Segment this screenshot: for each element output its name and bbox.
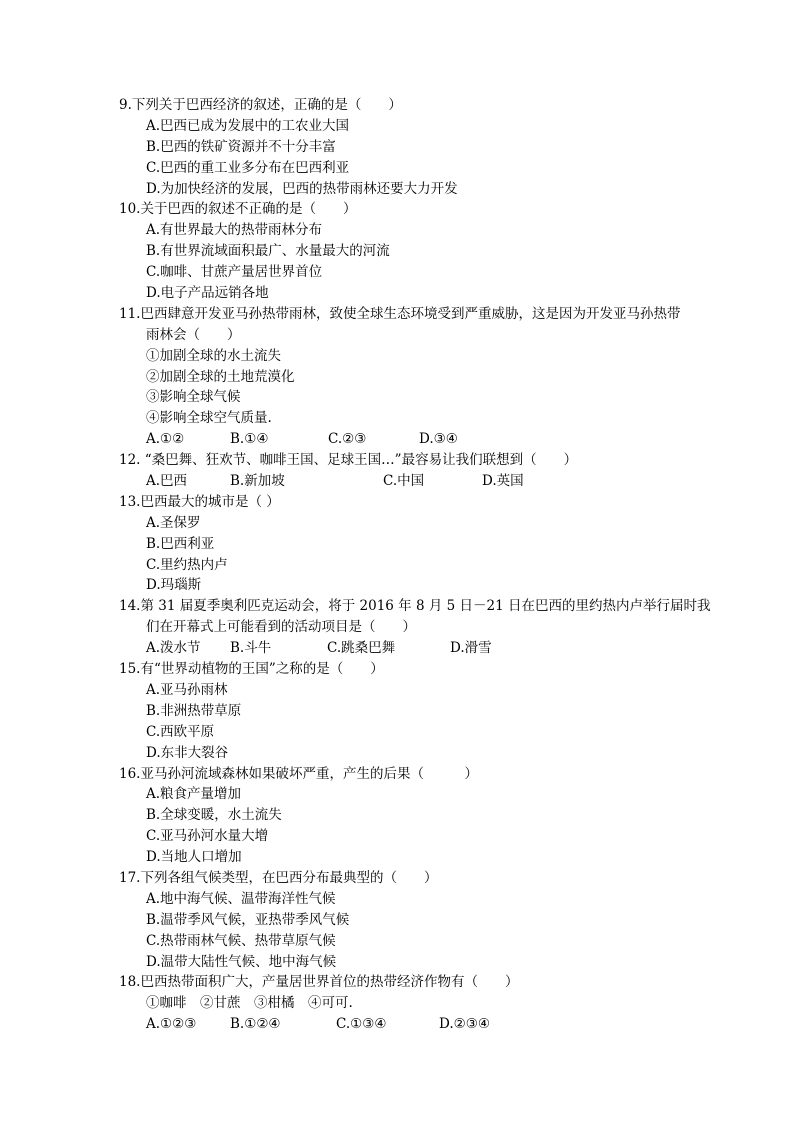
question-15-option-c: C.西欧平原 bbox=[146, 723, 215, 740]
question-18-statements-row bbox=[119, 993, 794, 1014]
question-13-option-d: D.玛瑙斯 bbox=[146, 577, 202, 594]
question-18-stem: 18.巴西热带面积广大，产量居世界首位的热带经济作物有（ ） bbox=[119, 974, 519, 991]
question-11-option-b: B.①④ bbox=[230, 431, 269, 448]
question-9-option-c: C.巴西的重工业多分布在巴西利亚 bbox=[146, 159, 350, 176]
question-16-option-b: B.全球变暖，水土流失 bbox=[146, 807, 282, 824]
question-9-option-a: A.巴西已成为发展中的工农业大国 bbox=[146, 117, 350, 134]
question-14-option-b: B.斗牛 bbox=[230, 640, 272, 657]
question-18-statement-4: ④可可. bbox=[308, 995, 353, 1012]
question-11-option-a: A.①② bbox=[146, 431, 185, 448]
question-10-stem: 10.关于巴西的叙述不正确的是（ ） bbox=[119, 201, 357, 218]
question-11-statement-4: ④影响全球空气质量. bbox=[146, 410, 272, 427]
question-10-option-d: D.电子产品远销各地 bbox=[146, 285, 269, 302]
question-18-statement-3: ③柑橘 bbox=[254, 995, 295, 1012]
question-12-stem: 12. “桑巴舞、狂欢节、咖啡王国、足球王国…”最容易让我们联想到（ ） bbox=[119, 452, 578, 469]
question-11-statement-2: ②加剧全球的土地荒漠化 bbox=[146, 368, 295, 385]
question-14-stem: 14.第 31 届夏季奥利匹克运动会，将于 2016 年 8 月 5 日－21 日在巴西的里约热内卢举行届时我 bbox=[119, 598, 711, 615]
question-12-option-a: A.巴西 bbox=[146, 473, 188, 490]
question-17-option-b: B.温带季风气候，亚热带季风气候 bbox=[146, 911, 350, 928]
question-18-option-c: C.①③④ bbox=[336, 1016, 387, 1033]
question-12-option-d: D.英国 bbox=[482, 473, 524, 490]
question-17-stem: 17.下列各组气候类型，在巴西分布最典型的（ ） bbox=[119, 869, 438, 886]
question-16-stem: 16.亚马孙河流域森林如果破坏严重，产生的后果（ ） bbox=[119, 765, 478, 782]
question-11-option-d: D.③④ bbox=[419, 431, 458, 448]
question-10-option-b: B.有世界流域面积最广、水量最大的河流 bbox=[146, 243, 390, 260]
question-15-option-a: A.亚马孙雨林 bbox=[146, 681, 228, 698]
question-14-option-c: C.跳桑巴舞 bbox=[327, 640, 396, 657]
question-14-option-d: D.滑雪 bbox=[450, 640, 492, 657]
question-18-statement-2: ②甘蔗 bbox=[200, 995, 241, 1012]
question-14-stem-continued: 们在开幕式上可能看到的活动项目是（ ） bbox=[146, 619, 416, 636]
question-9-option-d: D.为加快经济的发展，巴西的热带雨林还要大力开发 bbox=[146, 180, 458, 197]
question-12-option-c: C.中国 bbox=[383, 473, 425, 490]
question-11-options-row bbox=[119, 429, 794, 450]
question-11-stem-continued: 雨林会（ ） bbox=[146, 326, 241, 343]
question-10-option-c: C.咖啡、甘蔗产量居世界首位 bbox=[146, 264, 323, 281]
question-14-option-a: A.泼水节 bbox=[146, 640, 201, 657]
question-16-option-a: A.粮食产量增加 bbox=[146, 786, 242, 803]
question-13-stem: 13.巴西最大的城市是（ ） bbox=[119, 493, 280, 510]
question-16-option-c: C.亚马孙河水量大增 bbox=[146, 828, 269, 845]
question-12-options-row bbox=[119, 471, 794, 492]
question-18-option-a: A.①②③ bbox=[146, 1016, 197, 1033]
question-13-option-c: C.里约热内卢 bbox=[146, 556, 228, 573]
question-18-options-row bbox=[119, 1014, 794, 1035]
question-9-option-b: B.巴西的铁矿资源并不十分丰富 bbox=[146, 138, 336, 155]
question-13-option-a: A.圣保罗 bbox=[146, 514, 201, 531]
question-11-option-c: C.②③ bbox=[328, 431, 367, 448]
question-14-options-row bbox=[119, 638, 794, 659]
question-11-statement-1: ①加剧全球的水土流失 bbox=[146, 347, 281, 364]
question-17-option-a: A.地中海气候、温带海洋性气候 bbox=[146, 890, 336, 907]
question-15-option-b: B.非洲热带草原 bbox=[146, 702, 242, 719]
question-18-statement-1: ①咖啡 bbox=[146, 995, 187, 1012]
question-15-stem: 15.有“世界动植物的王国”之称的是（ ） bbox=[119, 661, 384, 678]
question-11-stem: 11.巴西肆意开发亚马孙热带雨林，致使全球生态环境受到严重威胁，这是因为开发亚马孙热带 bbox=[119, 305, 681, 322]
question-16-option-d: D.当地人口增加 bbox=[146, 849, 242, 866]
question-18-option-d: D.②③④ bbox=[439, 1016, 490, 1033]
question-15-option-d: D.东非大裂谷 bbox=[146, 744, 229, 761]
question-13-option-b: B.巴西利亚 bbox=[146, 535, 215, 552]
question-18-option-b: B.①②④ bbox=[230, 1016, 281, 1033]
question-11-statement-3: ③影响全球气候 bbox=[146, 389, 241, 406]
question-17-option-d: D.温带大陆性气候、地中海气候 bbox=[146, 953, 337, 970]
question-9-stem: 9.下列关于巴西经济的叙述，正确的是（ ） bbox=[119, 97, 402, 113]
question-12-option-b: B.新加坡 bbox=[230, 473, 285, 490]
question-17-option-c: C.热带雨林气候、热带草原气候 bbox=[146, 932, 336, 949]
question-10-option-a: A.有世界最大的热带雨林分布 bbox=[146, 222, 323, 239]
